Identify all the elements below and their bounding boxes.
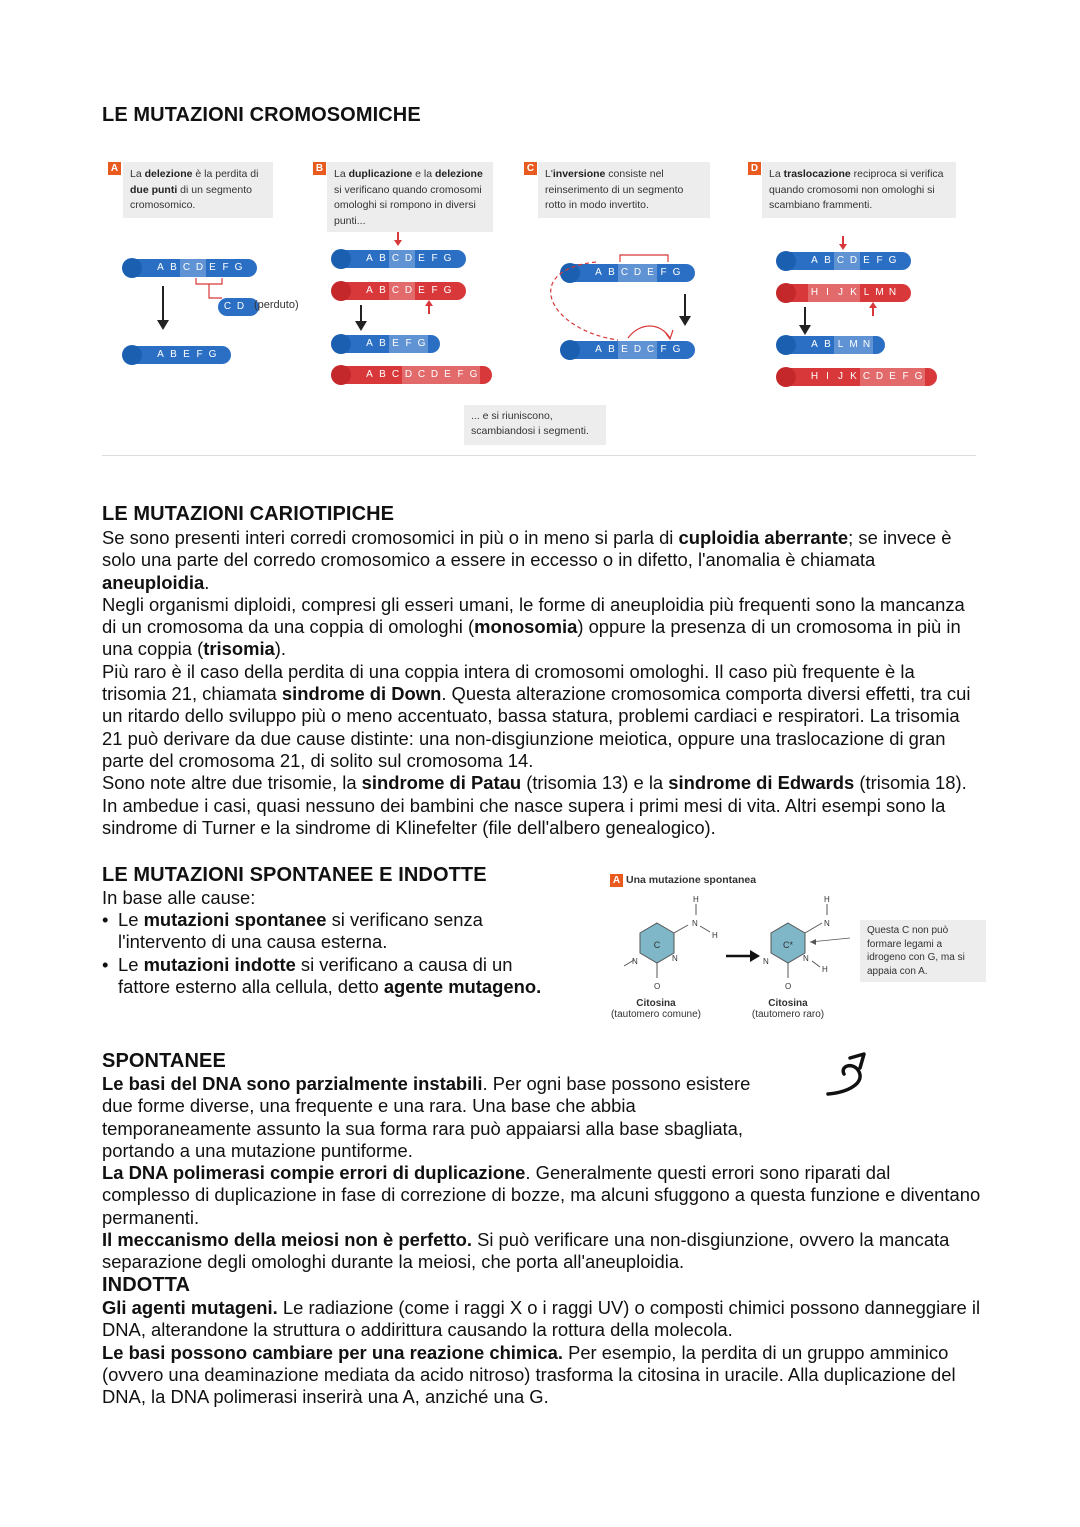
causes-intro: In base alle cause: bbox=[102, 887, 256, 908]
figure-connectors bbox=[0, 0, 1080, 460]
gene-segment: A bbox=[157, 349, 164, 360]
gene-segment: C bbox=[415, 366, 428, 384]
gene-segment: G bbox=[443, 253, 452, 264]
gene-segment: D bbox=[402, 250, 415, 268]
gene-segment: E bbox=[418, 253, 425, 264]
gene-segment: C bbox=[389, 282, 402, 300]
gene-segment: C bbox=[180, 259, 193, 277]
svg-text:O: O bbox=[785, 982, 792, 991]
panel-a-caption: La delezione è la perdita di due punti di un segmento cromosomico. bbox=[123, 162, 273, 218]
karyotypic-text: Se sono presenti interi corredi cromosomici in più o in meno si parla di cuploidia aberrante; se invece è solo una parte del corredo cromosomico a essere in eccesso o in difetto, l'anomalia è chiamata aneuploidia. Negli organismi diploidi, compresi gli esseri umani, le forme di aneuploidia più frequenti sono la mancanza di un cromosoma da una coppia di omologhi (monosomia) oppure la presenza di un cromosoma in più in una coppia (trisomia). Più raro è il caso della perdita di una coppia intera di cromosomi omologhi. Il caso più frequente è la trisomia 21, chiamata sindrome di Down. Questa alterazione cromosomica comporta diversi effetti, tra cui un ritardo dello sviluppo più o meno accentuato, bassa statura, problemi cardiaci e respiratori. La trisomia 21 può derivare da due cause distinte: una non-disgiunzione meiotica, oppure una traslocazione di gran parte del cromosoma 21, di solito sul cromosoma 14. Sono note altre due trisomie, la sindrome di Patau (trisomia 13) e la sindrome di Edwards (trisomia 18). In ambedue i casi, quasi nessuno dei bambini che nasce supera i primi mesi di vita. Altri esempi sono la sindrome di Turner e la sindrome di Klinefelter (file dell'albero genealogico). bbox=[102, 527, 971, 838]
gene-segment: A bbox=[595, 344, 602, 355]
gene-segment: G bbox=[672, 344, 681, 355]
gene-segment: M bbox=[875, 287, 884, 298]
gene-segment: N bbox=[888, 287, 897, 298]
gene-segment: D bbox=[402, 282, 415, 300]
svg-text:N: N bbox=[692, 919, 698, 928]
gene-segment: F bbox=[431, 285, 438, 296]
gene-segment: G bbox=[672, 267, 681, 278]
gene-segment: G bbox=[888, 255, 897, 266]
gene-segment: E bbox=[863, 255, 870, 266]
gene-segment: G bbox=[234, 262, 243, 273]
gene-segment: A bbox=[366, 253, 373, 264]
gene-segment: D bbox=[402, 366, 415, 384]
section-title-karyotypic: LE MUTAZIONI CARIOTIPICHE bbox=[102, 503, 395, 525]
gene-segment: I bbox=[826, 371, 829, 382]
svg-text:H: H bbox=[822, 965, 828, 974]
subsection-title-spontaneous: SPONTANEE bbox=[102, 1050, 226, 1072]
gene-segment: B bbox=[608, 344, 615, 355]
spontaneous-text-1: Le basi del DNA sono parzialmente instabili. Per ogni base possono esistere due forme diverse, una frequente e una rara. Una base che abbia temporaneamente assunto la sua forma rara può appaiarsi alla base sbagliata, portando a una mutazione puntiforme. bbox=[102, 1073, 751, 1161]
gene-segment: J bbox=[834, 284, 847, 302]
gene-segment: A bbox=[366, 285, 373, 296]
gene-segment: E bbox=[183, 349, 190, 360]
curved-arrow-icon bbox=[820, 1048, 880, 1104]
panel-b-caption: La duplicazione e la delezione si verificano quando cromosomi omologhi si rompono in diversi punti... bbox=[327, 162, 493, 232]
gene-segment: J bbox=[838, 371, 843, 382]
gene-segment: L bbox=[834, 336, 847, 354]
gene-segment: E bbox=[886, 368, 899, 386]
gene-segment: C bbox=[644, 341, 657, 359]
gene-segment: B bbox=[824, 339, 831, 350]
svg-text:N: N bbox=[672, 954, 678, 963]
list-item: • Le mutazioni spontanee si verificano senza l'intervento di una causa esterna. bbox=[102, 909, 562, 954]
gene-segment: D bbox=[873, 368, 886, 386]
section-title-chromosomal: LE MUTAZIONI CROMOSOMICHE bbox=[102, 104, 421, 126]
gene-segment: B bbox=[379, 338, 386, 349]
gene-segment: F bbox=[660, 267, 667, 278]
fig2-letter: A bbox=[610, 874, 623, 887]
svg-text:H: H bbox=[712, 931, 718, 940]
gene-segment: F bbox=[876, 255, 883, 266]
gene-segment: F bbox=[899, 368, 912, 386]
gene-segment: D bbox=[193, 259, 206, 277]
svg-text:H: H bbox=[693, 895, 699, 904]
left-molecule-label: Citosina (tautomero comune) bbox=[610, 998, 702, 1020]
svg-text:N: N bbox=[803, 954, 809, 963]
gene-segment: D bbox=[847, 252, 860, 270]
spontaneous-text-2: La DNA polimerasi compie errori di duplicazione. Generalmente questi errori sono riparati dal complesso di duplicazione in fase di correzione di bozze, ma alcuni sfuggono a questa funzione e diventano permanenti. Il meccanismo della meiosi non è perfetto. Si può verificare una non-disgiunzione, ovvero la mancata separazione degli omologhi durante la meiosi, che porta all'aneuploidia. bbox=[102, 1162, 981, 1273]
gene-segment: D bbox=[236, 301, 245, 312]
svg-text:H: H bbox=[824, 895, 830, 904]
panel-b-letter: B bbox=[313, 162, 326, 175]
gene-segment: C bbox=[860, 368, 873, 386]
panel-c-letter: C bbox=[524, 162, 537, 175]
gene-segment: G bbox=[467, 366, 480, 384]
gene-segment: A bbox=[811, 255, 818, 266]
gene-segment: F bbox=[196, 349, 203, 360]
gene-segment: F bbox=[222, 262, 229, 273]
gene-segment: F bbox=[660, 344, 667, 355]
gene-segment: M bbox=[847, 336, 860, 354]
gene-segment: K bbox=[850, 371, 857, 382]
subsection-title-induced: INDOTTA bbox=[102, 1274, 191, 1296]
gene-segment: G bbox=[415, 335, 428, 353]
gene-segment: F bbox=[454, 366, 467, 384]
gene-segment: K bbox=[847, 284, 860, 302]
gene-segment: G bbox=[443, 285, 452, 296]
gene-segment: G bbox=[912, 368, 925, 386]
svg-text:N: N bbox=[824, 919, 830, 928]
gene-segment: N bbox=[860, 336, 873, 354]
gene-segment: B bbox=[379, 253, 386, 264]
gene-segment: C bbox=[223, 301, 232, 312]
cytosine-molecules bbox=[600, 890, 860, 1000]
gene-segment: B bbox=[824, 255, 831, 266]
gene-segment: B bbox=[608, 267, 615, 278]
gene-segment: E bbox=[441, 366, 454, 384]
gene-segment: E bbox=[209, 262, 216, 273]
svg-text:C*: C* bbox=[782, 940, 794, 950]
gene-segment: C bbox=[618, 264, 631, 282]
gene-segment: D bbox=[631, 341, 644, 359]
gene-segment: C bbox=[391, 369, 400, 380]
induced-text: Gli agenti mutageni. Le radiazione (come i raggi X o i raggi UV) o composti chimici possono danneggiare il DNA, alterandone la struttura o addirittura causando la rottura della molecola. Le basi possono cambiare per una reazione chimica. Per esempio, la perdita di un gruppo amminico (ovvero una deaminazione mediata da acido nitroso) trasforma la citosina in uracile. Alla duplicazione del DNA, la DNA polimerasi inserirà una A, anziché una G. bbox=[102, 1297, 981, 1408]
gene-segment: A bbox=[366, 369, 373, 380]
gene-segment: A bbox=[811, 339, 818, 350]
svg-text:N: N bbox=[763, 957, 769, 966]
panel-a-letter: A bbox=[108, 162, 121, 175]
gene-segment: B bbox=[379, 369, 386, 380]
gene-segment: E bbox=[618, 341, 631, 359]
tautomer-note: Questa C non può formare legami a idrogeno con G, ma si appaia con A. bbox=[860, 920, 986, 982]
gene-segment: L bbox=[863, 287, 870, 298]
svg-text:O: O bbox=[654, 982, 661, 991]
gene-segment: C bbox=[834, 252, 847, 270]
list-item: • Le mutazioni indotte si verificano a causa di un fattore esterno alla cellula, detto agente mutageno. bbox=[102, 954, 562, 999]
divider bbox=[102, 455, 976, 456]
gene-segment: F bbox=[402, 335, 415, 353]
gene-segment: E bbox=[418, 285, 425, 296]
panel-c-caption: L'inversione consiste nel reinserimento di un segmento rotto in modo invertito. bbox=[538, 162, 710, 218]
gene-segment: B bbox=[170, 349, 177, 360]
lost-fragment-label: (perduto) bbox=[254, 299, 299, 311]
fig2-title: Una mutazione spontanea bbox=[626, 874, 757, 886]
gene-segment: A bbox=[157, 262, 164, 273]
gene-segment: E bbox=[644, 264, 657, 282]
gene-segment: A bbox=[595, 267, 602, 278]
gene-segment: E bbox=[389, 335, 402, 353]
gene-segment: F bbox=[431, 253, 438, 264]
panel-d-caption: La traslocazione reciproca si verifica quando cromosomi non omologhi si scambiano frammenti. bbox=[762, 162, 956, 218]
gene-segment: A bbox=[366, 338, 373, 349]
gene-segment: H bbox=[808, 284, 821, 302]
svg-text:N: N bbox=[632, 957, 638, 966]
right-molecule-label: Citosina (tautomero raro) bbox=[751, 998, 825, 1020]
gene-segment: B bbox=[170, 262, 177, 273]
gene-segment: H bbox=[810, 371, 819, 382]
gene-segment: I bbox=[821, 284, 834, 302]
causes-list bbox=[102, 909, 562, 998]
gene-segment: C bbox=[389, 250, 402, 268]
panel-d-letter: D bbox=[748, 162, 761, 175]
gene-segment: B bbox=[379, 285, 386, 296]
section-title-spontaneous-induced: LE MUTAZIONI SPONTANEE E INDOTTE bbox=[102, 864, 487, 886]
svg-text:C: C bbox=[653, 940, 661, 950]
gene-segment: D bbox=[631, 264, 644, 282]
rejoin-note: ... e si riuniscono, scambiandosi i segmenti. bbox=[464, 405, 606, 445]
gene-segment: D bbox=[428, 366, 441, 384]
gene-segment: G bbox=[208, 349, 217, 360]
